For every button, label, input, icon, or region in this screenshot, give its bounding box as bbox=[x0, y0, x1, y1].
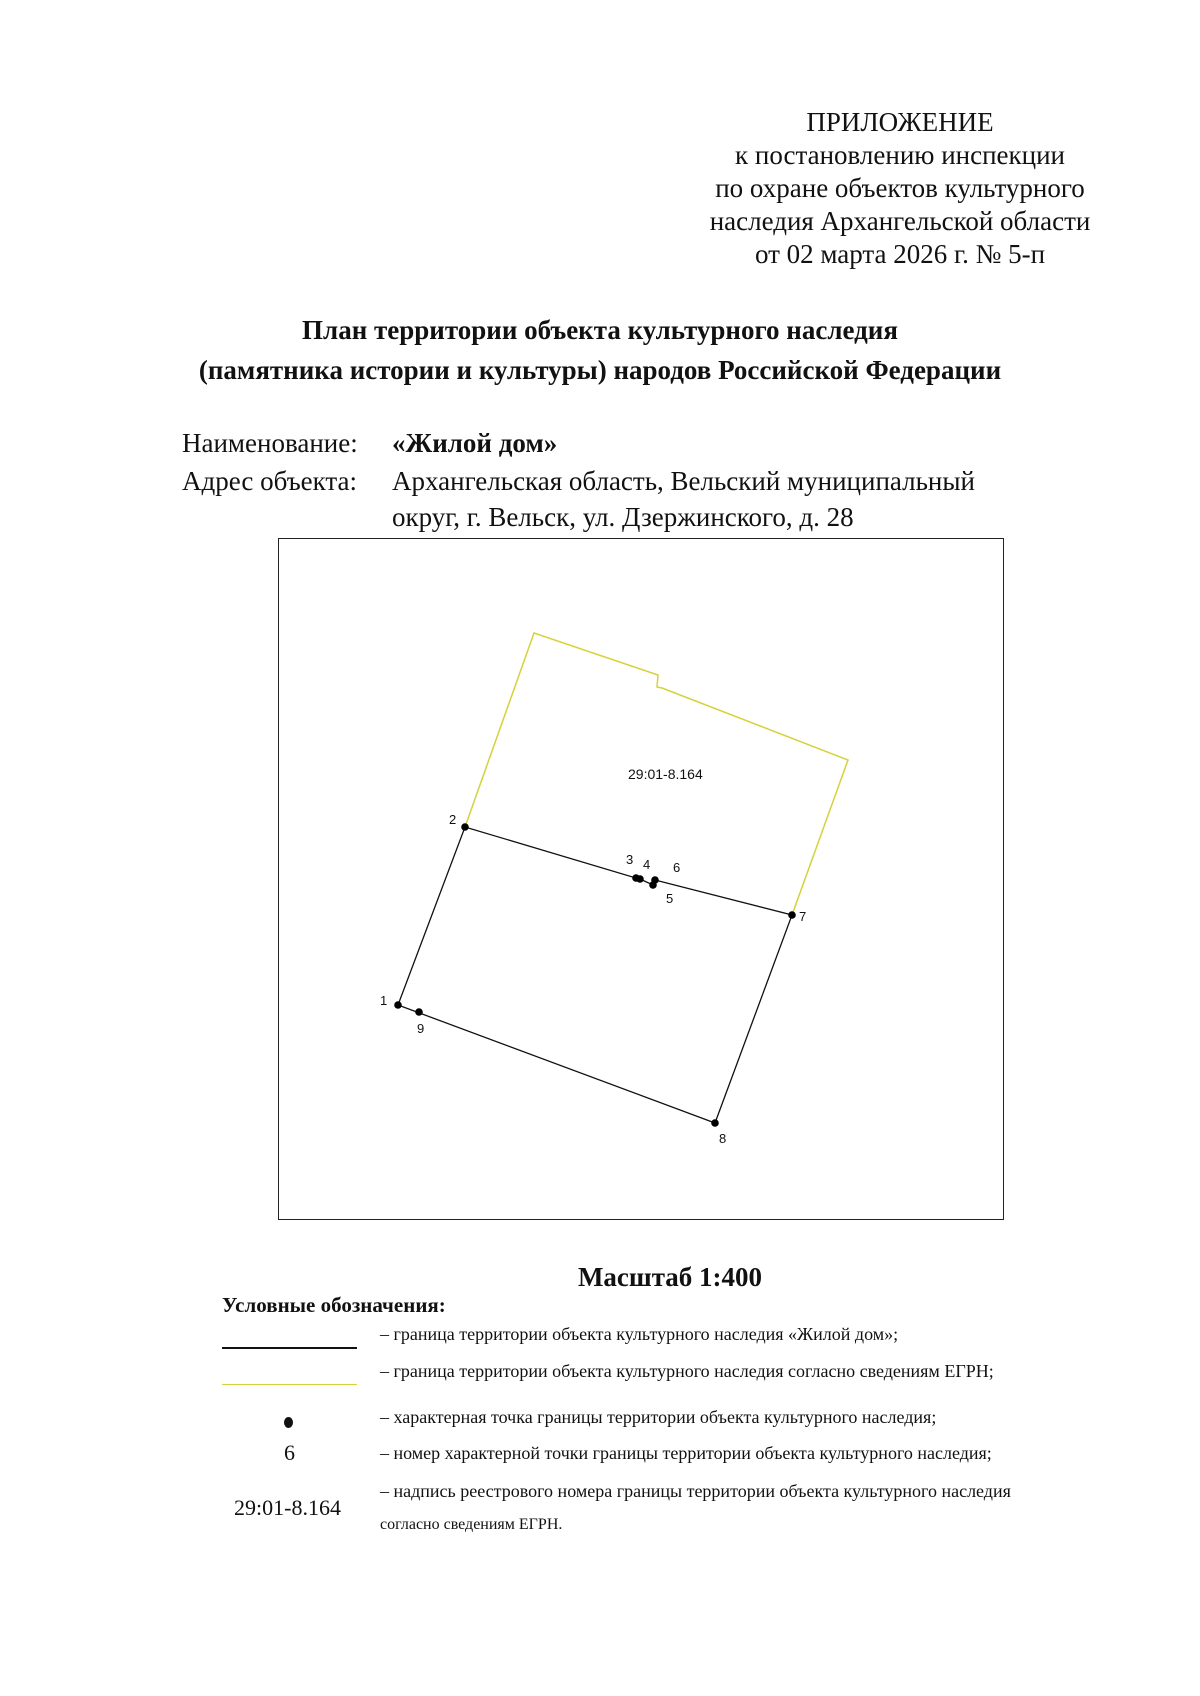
point-number: 4 bbox=[643, 857, 651, 872]
territory-boundary bbox=[398, 827, 792, 1123]
address-line-2: округ, г. Вельск, ул. Дзержинского, д. 28 bbox=[392, 502, 854, 532]
appendix-header bbox=[660, 106, 1140, 271]
boundary-point bbox=[651, 860, 680, 884]
point-number: 2 bbox=[449, 812, 457, 827]
legend-boundary-text: – граница территории объекта культурного наследия «Жилой дом»; bbox=[380, 1324, 899, 1344]
legend-point-text: – характерная точка границы территории объекта культурного наследия; bbox=[380, 1407, 937, 1427]
appendix-line: наследия Архангельской области bbox=[709, 206, 1091, 236]
boundary-point bbox=[649, 881, 673, 906]
legend-registry-text-1: – надпись реестрового номера границы территории объекта культурного наследия bbox=[380, 1481, 1011, 1501]
legend-point-number-sample: 6 bbox=[284, 1440, 295, 1465]
point-number: 9 bbox=[417, 1021, 425, 1036]
legend-title: Условные обозначения: bbox=[222, 1293, 446, 1317]
legend-point-dot-icon bbox=[284, 1417, 293, 1428]
point-number: 1 bbox=[380, 993, 388, 1008]
legend-registry-sample: 29:01-8.164 bbox=[234, 1495, 341, 1520]
appendix-title: ПРИЛОЖЕНИЕ bbox=[806, 107, 994, 137]
document-title bbox=[0, 310, 1200, 390]
appendix-line: по охране объектов культурного bbox=[715, 173, 1085, 203]
map-scale: Масштаб 1:400 bbox=[577, 1262, 763, 1292]
address-label: Адрес объекта: bbox=[182, 466, 358, 496]
legend-egrn-swatch bbox=[222, 1384, 357, 1385]
address-line-1: Архангельская область, Вельский муниципальный bbox=[392, 466, 975, 496]
appendix-line: к постановлению инспекции bbox=[735, 140, 1065, 170]
map-drawing bbox=[279, 539, 1005, 1221]
appendix-date: от 02 марта 2026 г. № 5-п bbox=[754, 239, 1046, 269]
boundary-point bbox=[711, 1119, 726, 1146]
legend-egrn-text: – граница территории объекта культурного наследия согласно сведениям ЕГРН; bbox=[380, 1361, 994, 1381]
point-number: 7 bbox=[799, 909, 807, 924]
boundary-point bbox=[636, 857, 650, 883]
registry-number-label: 29:01-8.164 bbox=[628, 766, 703, 782]
point-number: 3 bbox=[626, 852, 634, 867]
point-number: 5 bbox=[666, 891, 674, 906]
point-number: 8 bbox=[719, 1131, 727, 1146]
legend-point-number-text: – номер характерной точки границы территории объекта культурного наследия; bbox=[380, 1443, 992, 1463]
territory-map bbox=[278, 538, 1004, 1220]
boundary-point bbox=[449, 812, 469, 831]
title-line: План территории объекта культурного наследия bbox=[302, 315, 898, 345]
title-line: (памятника истории и культуры) народов Российской Федерации bbox=[198, 355, 1002, 385]
name-value: «Жилой дом» bbox=[392, 428, 558, 458]
legend-boundary-swatch bbox=[222, 1347, 357, 1349]
name-label: Наименование: bbox=[182, 428, 358, 458]
boundary-point bbox=[415, 1008, 424, 1036]
legend-registry-text-2: согласно сведениям ЕГРН. bbox=[380, 1516, 563, 1533]
boundary-point bbox=[380, 993, 402, 1009]
boundary-point bbox=[788, 909, 806, 924]
point-number: 6 bbox=[673, 860, 681, 875]
